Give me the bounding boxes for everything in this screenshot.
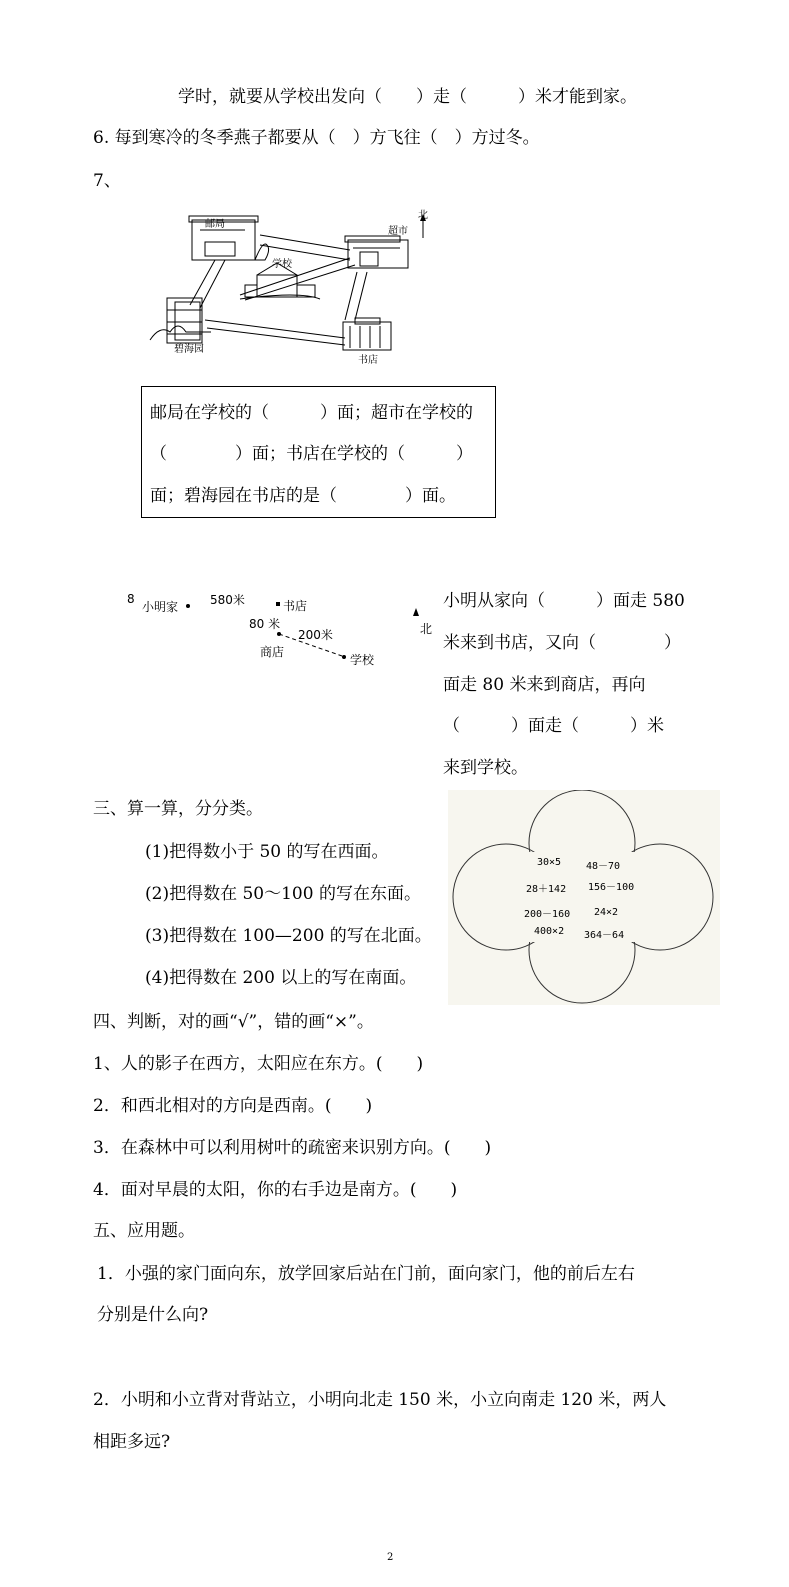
section-3-item-3: (3)把得数在 100—200 的写在北面。 — [145, 926, 432, 946]
question-6: 6. 每到寒冷的冬季燕子都要从（ ）方飞往（ ）方过冬。 — [93, 128, 540, 148]
q8-number: 8 — [127, 592, 135, 606]
section-5-q1-line-2: 分别是什么向? — [97, 1305, 209, 1325]
q7-box-line-2: （ ）面；书店在学校的（ ） — [150, 444, 473, 464]
q8-label-80: 80 米 — [249, 617, 281, 631]
q8-label-200: 200米 — [298, 628, 333, 642]
expression-4: 156－100 — [588, 882, 635, 893]
expression-6: 24×2 — [594, 907, 619, 918]
q8-text-line-4: （ ）面走（ ）米 — [443, 716, 664, 736]
q8-label-bookstore: 书店 — [283, 599, 308, 613]
q8-label-north: 北 — [420, 622, 433, 636]
section-3-item-4: (4)把得数在 200 以上的写在南面。 — [145, 968, 417, 988]
q8-label-home: 小明家 — [142, 600, 179, 614]
expression-1: 30×5 — [537, 857, 562, 868]
flower-diagram — [448, 790, 720, 1005]
q8-text-line-3: 面走 80 米来到商店，再向 — [443, 675, 646, 695]
q8-label-shop: 商店 — [260, 645, 285, 659]
section-3-item-2: (2)把得数在 50～100 的写在东面。 — [145, 884, 421, 904]
expression-5: 200－160 — [524, 909, 571, 920]
q8-label-school: 学校 — [350, 653, 375, 667]
expression-2: 48－70 — [586, 861, 621, 872]
section-5-q2-line-1: 2．小明和小立背对背站立，小明向北走 150 米，小立向南走 120 米，两人 — [93, 1390, 667, 1410]
map-label-north: 北 — [418, 210, 428, 221]
section-4-item-2: 2．和西北相对的方向是西南。( ) — [93, 1096, 373, 1116]
q8-label-580: 580米 — [210, 593, 245, 607]
q8-text-line-1: 小明从家向（ ）面走 580 — [443, 591, 685, 611]
map-label-market: 超市 — [388, 226, 408, 237]
map-label-school: 学校 — [272, 259, 292, 270]
q8-route-diagram — [180, 598, 433, 668]
expression-8: 364－64 — [584, 930, 625, 941]
section-4-item-1: 1、人的影子在西方，太阳应在东方。( ) — [93, 1054, 424, 1074]
section-4-item-3: 3．在森林中可以利用树叶的疏密来识别方向。( ) — [93, 1138, 492, 1158]
section-5-q1-line-1: 1．小强的家门面向东，放学回家后站在门前，面向家门，他的前后左右 — [97, 1264, 635, 1284]
section-4-title: 四、判断，对的画“√”，错的画“×”。 — [93, 1012, 374, 1032]
expression-7: 400×2 — [534, 926, 565, 937]
section-3-item-1: (1)把得数小于 50 的写在西面。 — [145, 842, 389, 862]
question-7-number: 7、 — [93, 171, 121, 191]
expression-3: 28＋142 — [526, 884, 567, 895]
q8-text-line-5: 来到学校。 — [443, 758, 528, 778]
line-q5-continued: 学时，就要从学校出发向（ ）走（ ）米才能到家。 — [178, 87, 637, 107]
q7-box-line-3: 面；碧海园在书店的是（ ）面。 — [150, 486, 456, 506]
section-4-item-4: 4．面对早晨的太阳，你的右手边是南方。( ) — [93, 1180, 458, 1200]
map-label-post: 邮局 — [205, 219, 225, 230]
map-label-park: 碧海园 — [174, 344, 204, 355]
page-number: 2 — [387, 1552, 394, 1563]
map-label-bookstore: 书店 — [358, 355, 378, 366]
q7-box-line-1: 邮局在学校的（ ）面；超市在学校的 — [150, 403, 473, 423]
section-5-title: 五、应用题。 — [93, 1221, 195, 1241]
section-3-title: 三、算一算，分分类。 — [93, 799, 263, 819]
q8-text-line-2: 米来到书店，又向（ ） — [443, 633, 681, 653]
section-5-q2-line-2: 相距多远? — [93, 1432, 171, 1452]
